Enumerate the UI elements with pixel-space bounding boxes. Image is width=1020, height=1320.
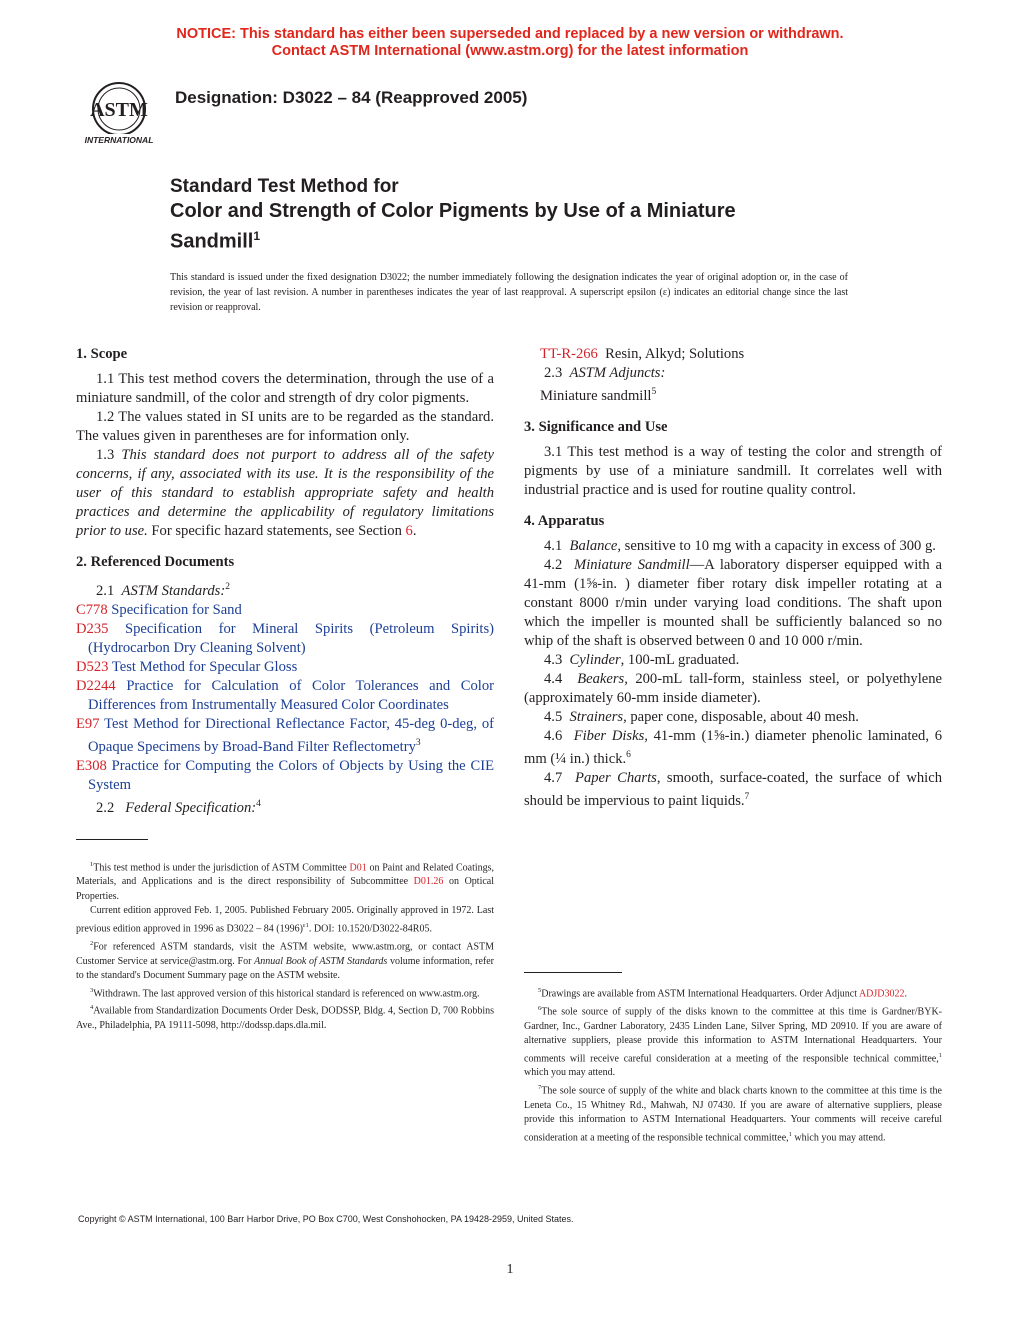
designation: Designation: D3022 – 84 (Reapproved 2005)	[175, 88, 528, 107]
reference-title[interactable]: Test Method for Specular Gloss	[111, 658, 298, 675]
apparatus-item	[524, 670, 942, 708]
footnote-6-text-b: which you may attend.	[524, 1067, 616, 1079]
apparatus-item	[524, 708, 942, 727]
footnote-2-text-b: volume information, refer to the standard's Document Summary page on the ASTM website.	[76, 955, 495, 982]
footnote-7-ref: 1	[788, 1130, 792, 1138]
apparatus-item-fn: 7	[744, 791, 750, 802]
reference-item[interactable]	[76, 715, 494, 757]
federal-spec-title: Resin, Alkyd; Solutions	[605, 346, 745, 362]
apparatus-item	[524, 769, 942, 811]
footnote-4-text: Available from Standardization Documents Order Desk, DODSSP, Bldg. 4, Section D, 700 Robbins Ave., Philadelphia, PA 19111-5098, http://dodssp.daps.dla.mil.	[76, 1005, 494, 1032]
federal-spec-code[interactable]: TT-R-266	[540, 346, 598, 362]
astm-standards-text: ASTM Standards:	[121, 582, 226, 599]
reference-title[interactable]: Practice for Calculation of Color Tolerances and Color Differences from Instrumentally Measured Color Coordinates	[88, 677, 494, 713]
footnote-2-mark: 2	[90, 939, 94, 947]
scope-p3-end: .	[412, 523, 417, 539]
logo-text: ASTM	[90, 99, 148, 121]
federal-spec-text: Federal Specification:	[125, 799, 257, 816]
federal-spec-fn: 4	[256, 798, 261, 809]
footnote-5-end: .	[904, 988, 907, 1000]
copyright-footer: Copyright © ASTM International, 100 Barr Harbor Drive, PO Box C700, West Conshohocken, PA 19428-2959, United States.	[78, 1214, 574, 1224]
footnote-6	[524, 1002, 942, 1081]
reference-footnote-mark: 3	[415, 737, 421, 748]
apparatus-item-number: 4.3	[544, 651, 563, 668]
apparatus-item-number: 4.6	[544, 727, 563, 744]
subcommittee-d01-26-link[interactable]: D01.26	[413, 876, 444, 888]
federal-spec-item[interactable]	[524, 345, 942, 364]
reference-title[interactable]: Specification for Mineral Spirits (Petroleum Spirits) (Hydrocarbon Dry Cleaning Solvent)	[88, 620, 494, 656]
scope-p3-safety: This standard does not purport to address all of the safety concerns, if any, associated with its use. It is the responsibility of the user of this standard to establish appropriate safety and health practices and determine the applicability of regulatory limitations prior to use.	[76, 447, 494, 539]
footnote-1-mark: 1	[90, 860, 94, 868]
footnote-1-text-a: This test method is under the jurisdiction of ASTM Committee	[93, 861, 347, 873]
footnote-1-epsilon: ε1	[302, 921, 309, 929]
scope-paragraph-1-2: 1.2 The values stated in SI units are to be regarded as the standard. The values given in parentheses are for information only.	[76, 409, 494, 444]
footnotes-right	[524, 984, 942, 1146]
footnote-2-text-a: For referenced ASTM standards, visit the ASTM website, www.astm.org, or contact ASTM Customer Service at service@astm.org. For	[76, 941, 494, 967]
scope-paragraph-1-1: 1.1 This test method covers the determination, through the use of a miniature sandmill, of the color and strength of dry color pigments.	[76, 371, 494, 406]
title-line-3-text: Sandmill	[170, 230, 254, 253]
footnote-1-text-b: on Paint and Related Coatings, Materials, and Applications and is the direct responsibility of Subcommittee	[76, 861, 495, 888]
apparatus-item-term: Beakers	[577, 670, 625, 687]
apparatus-list	[524, 537, 942, 811]
astm-standards-fn: 2	[225, 582, 230, 592]
footnote-rule-left	[76, 839, 148, 840]
apparatus-item-text: , sensitive to 10 mg with a capacity in excess of 300 g.	[617, 537, 936, 554]
apparatus-item-text: , 41-mm (1⅝-in.) diameter phenolic laminated, 6 mm (¼ in.) thick.	[524, 727, 942, 767]
reference-code[interactable]: D2244	[76, 677, 116, 694]
right-column	[524, 345, 942, 811]
footnote-1-text-c: on Optical Properties.	[76, 876, 494, 902]
astm-adjuncts-label	[524, 364, 942, 383]
scope-p3-number: 1.3	[96, 447, 115, 463]
footnote-6-mark: 6	[538, 1004, 542, 1012]
title-line-1: Standard Test Method for	[170, 176, 399, 197]
reference-item[interactable]	[76, 620, 494, 658]
reference-code[interactable]: D235	[76, 620, 109, 637]
reference-title[interactable]: Specification for Sand	[111, 601, 242, 618]
reference-item[interactable]	[76, 757, 494, 795]
footnotes-right-block	[524, 972, 942, 1146]
apparatus-item-number: 4.5	[544, 708, 563, 725]
footnote-rule-right	[524, 972, 622, 973]
footnote-4-mark: 4	[90, 1004, 94, 1012]
footnote-3-text: Withdrawn. The last approved version of this historical standard is referenced on www.astm.org.	[93, 987, 480, 999]
reference-title[interactable]: Test Method for Directional Reflectance Factor, 45-deg 0-deg, of Opaque Specimens by Broad-Band Filter Reflectometry	[88, 715, 494, 755]
footnote-1-edition-text: Current edition approved Feb. 1, 2005. Published February 2005. Originally approved in 1972. Last previous edition approved in 1996 as D3022 – 84 (1996)	[76, 905, 494, 935]
federal-spec-label	[76, 795, 494, 818]
footnote-7-text-b: which you may attend.	[794, 1132, 886, 1144]
apparatus-item-number: 4.1	[544, 537, 563, 554]
footnote-6-text-a: The sole source of supply of the disks known to the committee at this time is Gardner/BYK-Gardner, Inc., Gardner Laboratory, 2435 Linden Lane, Silver Spring, MD 20910. If you are aware of alternative suppliers, please provide this information to ASTM International Headquarters. Your comments will receive careful consideration at a meeting of the responsible technical committee,	[524, 1006, 942, 1064]
footnote-5	[524, 984, 942, 1002]
apparatus-item-term: Miniature Sandmill	[574, 556, 690, 573]
reference-code[interactable]: C778	[76, 601, 108, 618]
reference-title[interactable]: Practice for Computing the Colors of Objects by Using the CIE System	[88, 757, 494, 793]
footnote-2-annual-book: Annual Book of ASTM Standards	[254, 955, 388, 967]
left-column	[76, 345, 494, 1034]
apparatus-item-term: Balance	[569, 537, 618, 554]
astm-standards-number: 2.1	[96, 582, 115, 599]
footnote-4	[76, 1001, 494, 1033]
reference-item[interactable]	[76, 601, 494, 620]
reference-item[interactable]	[76, 658, 494, 677]
apparatus-item-number: 4.4	[544, 670, 563, 687]
adjunct-adjd3022-link[interactable]: ADJD3022	[858, 988, 905, 1000]
federal-spec-number: 2.2	[96, 799, 115, 816]
footnote-2	[76, 937, 494, 984]
footnote-1-doi: . DOI: 10.1520/D3022-84R05.	[308, 923, 432, 935]
footnote-7-text-a: The sole source of supply of the white and black charts known to the committee at this time is the Leneta Co., 15 Whitney Rd., Mahwah, NJ 07430. If you are aware of alternative suppliers, please provide this information to ASTM International Headquarters. Your comments will receive careful consideration at a meeting of the responsible technical committee,	[524, 1085, 942, 1144]
notice-line-1: NOTICE: This standard has either been superseded and replaced by a new version or withdrawn.	[176, 26, 844, 42]
page-number: 1	[506, 1262, 514, 1277]
astm-standards-label	[76, 578, 494, 601]
footnotes-left	[76, 858, 494, 1034]
apparatus-item-text: , smooth, surface-coated, the surface of which should be impervious to paint liquids.	[524, 769, 942, 809]
apparatus-item-text: —A laboratory disperser equipped with a 41-mm (1⅝-in. ) diameter fiber rotary disk impeller rotating at a constant 8000 r/min under varying load conditions. The shaft upon which the impeller is mounted shall be sufficiently balanced so no whip of the shaft is observed between 0 and 10 000 r/min.	[524, 556, 942, 649]
apparatus-item-term: Paper Charts	[575, 769, 657, 786]
withdrawal-notice	[0, 26, 1020, 60]
title-line-3	[170, 224, 890, 255]
scope-p3-tail: For specific hazard statements, see Section	[151, 523, 402, 539]
apparatus-item-term: Fiber Disks	[573, 727, 645, 744]
adjunct-item-text: Miniature sandmill	[540, 387, 652, 404]
reference-code[interactable]: D523	[76, 658, 109, 675]
reference-code[interactable]: E308	[76, 757, 107, 774]
apparatus-item-term: Strainers	[569, 708, 624, 725]
apparatus-item	[524, 556, 942, 651]
astm-adjuncts-number: 2.3	[544, 365, 563, 381]
apparatus-item-text: , 100-mL graduated.	[620, 651, 740, 668]
apparatus-item-number: 4.2	[544, 556, 563, 573]
footnote-3	[76, 984, 494, 1002]
astm-reference-list	[76, 601, 494, 795]
issuance-note: This standard is issued under the fixed designation D3022; the number immediately following the designation indicates the year of original adoption or, in the case of revision, the year of last revision. A number in parentheses indicates the year of last reapproval. A superscript epsilon (ε) indicates an editorial change since the last revision or reapproval.	[170, 272, 848, 313]
adjunct-item-fn: 5	[651, 387, 657, 397]
document-title	[170, 174, 890, 255]
footnote-7	[524, 1081, 942, 1146]
astm-logo-icon	[78, 78, 160, 148]
reference-item[interactable]	[76, 677, 494, 715]
apparatus-item	[524, 727, 942, 769]
reference-code[interactable]: E97	[76, 715, 100, 732]
apparatus-item-fn: 6	[626, 749, 631, 760]
footnote-5-mark: 5	[538, 987, 542, 994]
notice-line-2: Contact ASTM International (www.astm.org) for the latest information	[271, 43, 749, 59]
footnote-7-mark: 7	[538, 1083, 542, 1091]
logo-subtext: INTERNATIONAL	[84, 135, 154, 145]
title-footnote-mark: 1	[253, 229, 261, 243]
footnote-3-mark: 3	[90, 986, 94, 994]
section-heading-apparatus: 4. Apparatus	[524, 512, 605, 529]
apparatus-item-term: Cylinder	[569, 651, 621, 668]
section-heading-referenced-documents: 2. Referenced Documents	[76, 554, 235, 570]
scope-paragraph-1-3	[76, 446, 494, 541]
apparatus-item-text: , 200-mL tall-form, stainless steel, or polyethylene (approximately 60-mm inside diameter).	[524, 670, 943, 706]
footnote-6-ref: 1	[938, 1051, 942, 1059]
astm-logo	[78, 78, 160, 148]
section-heading-scope: 1. Scope	[76, 346, 128, 362]
title-line-2: Color and Strength of Color Pigments by Use of a Miniature	[170, 200, 736, 222]
section-6-link[interactable]: 6	[405, 523, 413, 539]
astm-adjuncts-text: ASTM Adjuncts:	[569, 365, 666, 381]
footnote-5-text: Drawings are available from ASTM International Headquarters. Order Adjunct	[541, 988, 857, 1000]
apparatus-item	[524, 537, 942, 556]
adjunct-item	[524, 383, 942, 406]
section-heading-significance: 3. Significance and Use	[524, 418, 668, 435]
apparatus-item-text: , paper cone, disposable, about 40 mesh.	[623, 708, 859, 725]
footnote-1	[76, 858, 494, 905]
significance-paragraph-3-1: 3.1 This test method is a way of testing the color and strength of pigments by use of a miniature sandmill. It correlates well with industrial practice and is used for routine quality control.	[524, 443, 942, 498]
apparatus-item	[524, 651, 942, 670]
footnote-1-edition	[76, 904, 494, 936]
apparatus-item-number: 4.7	[544, 769, 563, 786]
committee-d01-link[interactable]: D01	[349, 861, 367, 873]
